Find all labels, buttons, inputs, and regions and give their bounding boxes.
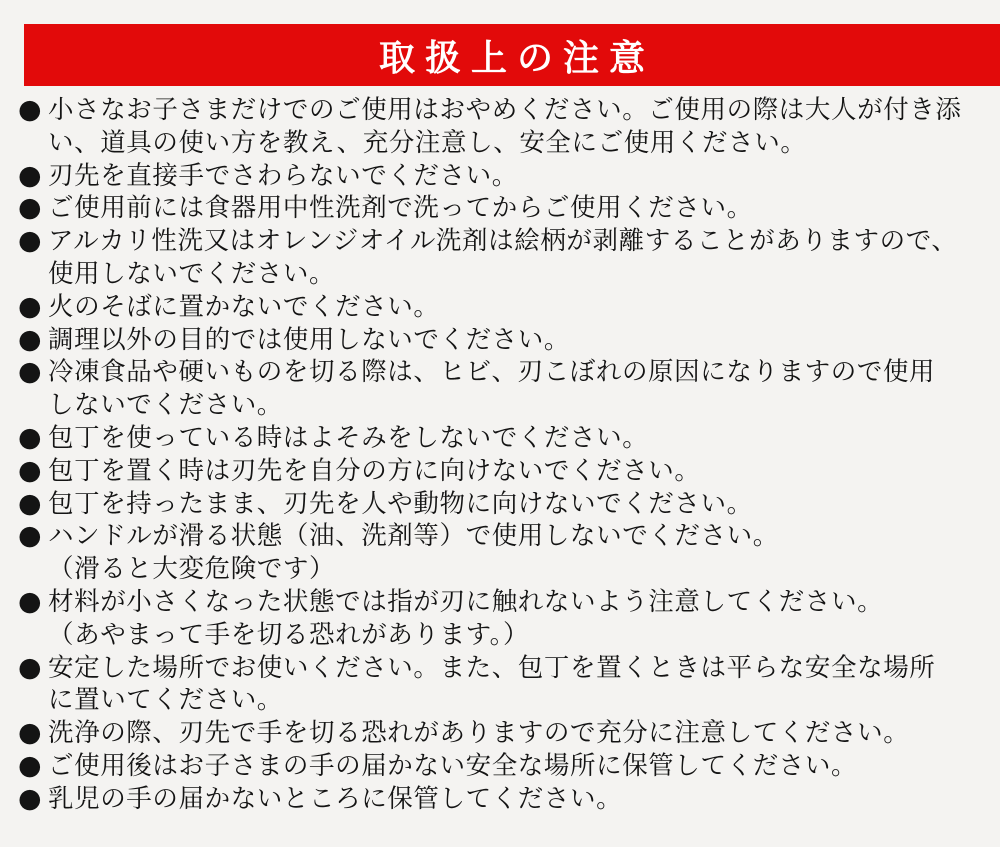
caution-header xyxy=(24,24,1000,86)
bullet-icon: ● xyxy=(18,520,42,552)
caution-item xyxy=(18,783,998,816)
caution-text-line: ハンドルが滑る状態（油、洗剤等）で使用しないでください。 xyxy=(48,521,779,552)
bullet-icon: ● xyxy=(18,225,42,257)
caution-text-line: アルカリ性洗又はオレンジオイル洗剤は絵柄が剥離することがありますので、 xyxy=(48,226,958,257)
bullet-icon: ● xyxy=(18,192,42,224)
caution-list xyxy=(18,94,998,816)
caution-item xyxy=(18,488,998,521)
caution-text xyxy=(48,586,998,652)
caution-text xyxy=(48,652,998,718)
caution-text xyxy=(48,488,998,521)
bullet-icon: ● xyxy=(18,717,42,749)
bullet-icon: ● xyxy=(18,487,42,519)
caution-text-line: に置いてください。 xyxy=(48,685,283,716)
bullet-icon: ● xyxy=(18,585,42,617)
caution-item xyxy=(18,291,998,324)
caution-text-line: 乳児の手の届かないところに保管してください。 xyxy=(48,783,623,814)
caution-text xyxy=(48,324,998,357)
caution-text-line: 材料が小さくなった状態では指が刃に触れないよう注意してください。 xyxy=(48,586,884,617)
caution-text xyxy=(48,160,998,193)
caution-item xyxy=(18,324,998,357)
caution-text xyxy=(48,192,998,225)
bullet-icon: ● xyxy=(18,651,42,683)
caution-text-line: ご使用後はお子さまの手の届かない安全な場所に保管してください。 xyxy=(48,750,858,781)
caution-text-line: 刃先を直接手でさわらないでください。 xyxy=(48,160,518,191)
caution-text-line: 包丁を持ったまま、刃先を人や動物に向けないでください。 xyxy=(48,488,753,519)
caution-text xyxy=(48,225,998,291)
caution-item xyxy=(18,717,998,750)
caution-item xyxy=(18,455,998,488)
bullet-icon: ● xyxy=(18,356,42,388)
caution-item xyxy=(18,192,998,225)
bullet-icon: ● xyxy=(18,421,42,453)
bullet-icon: ● xyxy=(18,290,42,322)
caution-text xyxy=(48,422,998,455)
caution-item xyxy=(18,160,998,193)
caution-text-line: 包丁を置く時は刃先を自分の方に向けないでください。 xyxy=(48,455,701,486)
caution-text-line: 冷凍食品や硬いものを切る際は、ヒビ、刃こぼれの原因になりますので使用 xyxy=(48,357,936,388)
bullet-icon: ● xyxy=(18,94,42,125)
bullet-icon: ● xyxy=(18,749,42,781)
caution-text xyxy=(48,356,998,422)
caution-text-line: しないでください。 xyxy=(48,390,283,421)
bullet-icon: ● xyxy=(18,323,42,355)
caution-text-line: ご使用前には食器用中性洗剤で洗ってからご使用ください。 xyxy=(48,193,753,224)
caution-item xyxy=(18,422,998,455)
caution-text xyxy=(48,455,998,488)
caution-text xyxy=(48,291,998,324)
caution-text-line: 調理以外の目的では使用しないでください。 xyxy=(48,324,571,355)
caution-item xyxy=(18,225,998,291)
caution-text-line: 小さなお子さまだけでのご使用はおやめください。ご使用の際は大人が付き添 xyxy=(48,95,962,125)
caution-text-line: 使用しないでください。 xyxy=(48,258,336,289)
caution-text-line: 洗浄の際、刃先で手を切る恐れがありますので充分に注意してください。 xyxy=(48,718,910,749)
caution-text-line: 安定した場所でお使いください。また、包丁を置くときは平らな安全な場所 xyxy=(48,652,936,683)
caution-item xyxy=(18,356,998,422)
caution-text xyxy=(48,717,998,750)
bullet-icon: ● xyxy=(18,159,42,191)
bullet-icon: ● xyxy=(18,454,42,486)
caution-item xyxy=(18,520,998,586)
caution-item xyxy=(18,750,998,783)
caution-text xyxy=(48,783,998,816)
caution-item xyxy=(18,652,998,718)
caution-text-line: 火のそばに置かないでください。 xyxy=(48,291,440,322)
caution-text xyxy=(48,94,998,160)
caution-text xyxy=(48,750,998,783)
caution-text-line: （滑ると大変危険です） xyxy=(48,554,336,585)
page-title: 取扱上の注意 xyxy=(378,37,655,79)
caution-text-line: 包丁を使っている時はよそみをしないでください。 xyxy=(48,422,649,453)
caution-text xyxy=(48,520,998,586)
caution-item xyxy=(18,586,998,652)
caution-text-line: い、道具の使い方を教え、充分注意し、安全にご使用ください。 xyxy=(48,127,807,158)
caution-text-line: （あやまって手を切る恐れがあります。） xyxy=(48,619,530,650)
caution-item xyxy=(18,94,998,160)
bullet-icon: ● xyxy=(18,782,42,814)
